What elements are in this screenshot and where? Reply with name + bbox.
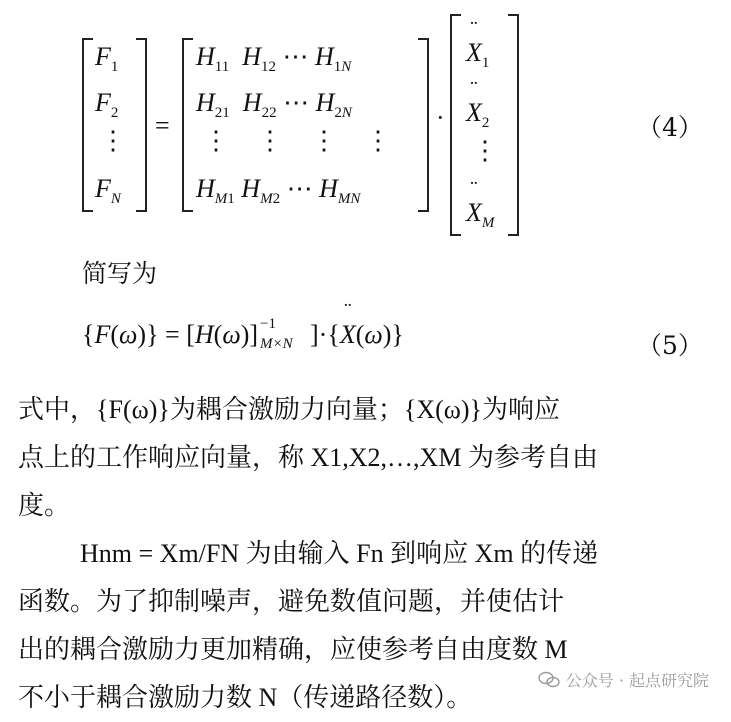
- matrix-row-2: $H_{21}$ $H_{22}$ ⋯ $H_{2N}$: [196, 88, 352, 121]
- vdots: ⋮: [100, 126, 126, 155]
- vdots: ⋮: [472, 136, 498, 165]
- matrix-row-3: ⋮⋮⋮⋮: [203, 126, 419, 155]
- left-bracket: [82, 38, 93, 212]
- paragraph-2-line-4: 不小于耦合激励力数 N（传递路径数）。: [18, 683, 473, 712]
- paragraph-2: [18, 530, 718, 722]
- right-bracket: [136, 38, 147, 212]
- paragraph-1-line-1: 式中，{F(ω)}为耦合激励力向量；{X(ω)}为响应: [18, 395, 561, 424]
- left-bracket: [182, 38, 193, 212]
- shorthand-label: 简写为: [82, 259, 158, 288]
- left-bracket: [450, 14, 461, 236]
- paragraph-1-line-3: 度。: [18, 491, 71, 520]
- equation-5-body: {F(ω)} = [H(ω)] −1 M×N ]·{¨ X(ω)}: [82, 322, 404, 348]
- equals-sign: =: [155, 111, 170, 140]
- equation-number-4: （4）: [637, 113, 703, 142]
- matrix-row-4: $H_{M1}$ $H_{M2}$ ⋯ $H_{MN}$: [196, 174, 361, 207]
- watermark-text: 公众号 · 起点研究院: [565, 671, 709, 690]
- paragraph-2-line-3: 出的耦合激励力更加精确，应使参考自由度数 M: [18, 635, 568, 664]
- f2: $F_2$: [95, 88, 119, 121]
- x2: ¨ $X_2$: [466, 100, 489, 131]
- paragraph-2-line-1: Hnm = Xm/FN 为由输入 Fn 到响应 Xm 的传递: [80, 539, 599, 568]
- paragraph-1: [18, 386, 718, 530]
- right-bracket: [418, 38, 429, 212]
- xm: ¨ $X_M$: [466, 200, 494, 231]
- f1: $F_1$: [95, 42, 119, 75]
- wechat-icon: [538, 671, 560, 689]
- matrix-row-1: $H_{11}$ $H_{12}$ ⋯ $H_{1N}$: [196, 42, 352, 75]
- right-bracket: [508, 14, 519, 236]
- paragraph-1-line-2: 点上的工作响应向量，称 X1,X2,…,XM 为参考自由: [18, 443, 598, 472]
- dot-operator: ·: [436, 103, 445, 132]
- equation-number-5: （5）: [637, 331, 703, 360]
- watermark: [538, 668, 709, 691]
- fn: $F_N$: [95, 174, 121, 207]
- x1: ¨ $X_1$: [466, 40, 489, 71]
- paragraph-2-line-2: 函数。为了抑制噪声，避免数值问题，并使估计: [18, 587, 565, 616]
